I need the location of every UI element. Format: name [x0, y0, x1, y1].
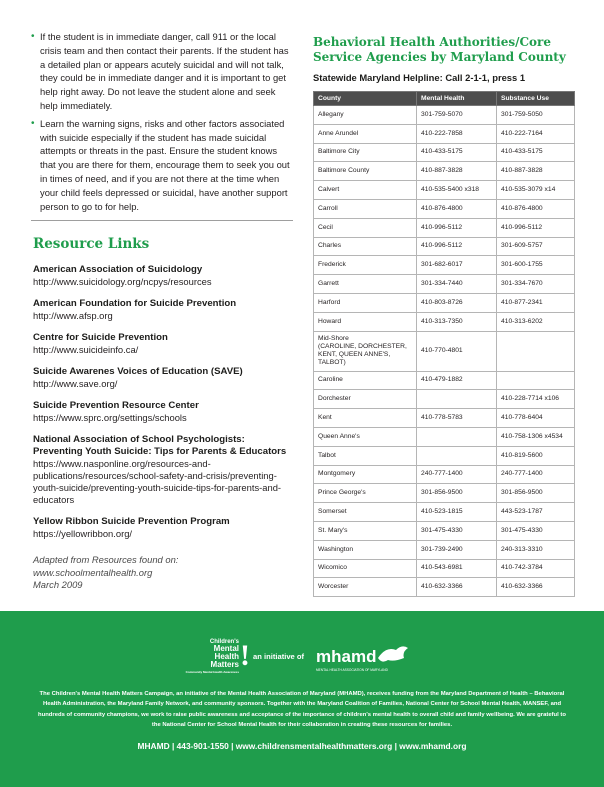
table-row — [314, 540, 575, 559]
adapted-note — [33, 554, 291, 591]
initiative-text: an initiative of — [253, 652, 305, 661]
mental-health-cell: 410-778-5783 — [417, 409, 497, 428]
resource-list — [33, 264, 291, 540]
left-column — [33, 30, 291, 591]
mental-health-cell: 301-475-4330 — [417, 521, 497, 540]
resource-item — [33, 264, 291, 288]
county-cell: Cecil — [314, 218, 417, 237]
substance-use-cell — [497, 371, 575, 390]
substance-use-cell: 410-819-5600 — [497, 446, 575, 465]
county-table — [313, 91, 575, 597]
table-row — [314, 521, 575, 540]
table-row — [314, 181, 575, 200]
mental-health-cell — [417, 427, 497, 446]
mental-health-cell: 410-222-7858 — [417, 124, 497, 143]
county-cell: Prince George's — [314, 484, 417, 503]
county-cell: Talbot — [314, 446, 417, 465]
svg-text:Community Mental Health Awaren: Community Mental Health Awareness — [185, 670, 239, 674]
advice-item: • Learn the warning signs, risks and other factors associated with suicide especially if the student has made suicidal attempts or threats in the past. Ensure the student knows that you are there for them, encourage them to seek you out in times of need, and if you are not there at the time when your child feels depressed or suicidal, have another support person to go to for help. — [33, 117, 291, 214]
table-row — [314, 143, 575, 162]
mental-health-cell: 410-803-8726 — [417, 293, 497, 312]
mental-health-cell: 410-543-6981 — [417, 559, 497, 578]
substance-use-cell: 410-222-7164 — [497, 124, 575, 143]
mental-health-cell: 301-739-2490 — [417, 540, 497, 559]
resource-item — [33, 332, 291, 356]
table-row — [314, 106, 575, 125]
county-cell: Worcester — [314, 578, 417, 597]
mental-health-cell: 410-523-1815 — [417, 503, 497, 522]
table-row — [314, 162, 575, 181]
right-column — [313, 35, 575, 597]
county-cell: Allegany — [314, 106, 417, 125]
table-row — [314, 465, 575, 484]
adapted-url[interactable]: www.schoolmentalhealth.org — [33, 566, 153, 578]
childrens-mental-health-matters-logo — [185, 633, 251, 683]
table-row — [314, 578, 575, 597]
substance-use-cell: 301-475-4330 — [497, 521, 575, 540]
mhamd-logo — [316, 638, 413, 678]
mental-health-cell: 301-334-7440 — [417, 275, 497, 294]
substance-use-cell: 410-228-7714 x106 — [497, 390, 575, 409]
agencies-title-line: Behavioral Health Authorities/Core — [313, 35, 551, 49]
mental-health-cell: 301-759-5070 — [417, 106, 497, 125]
table-header-row — [314, 92, 575, 106]
mental-health-cell: 410-887-3828 — [417, 162, 497, 181]
mental-health-cell: 410-433-5175 — [417, 143, 497, 162]
substance-use-cell: 410-887-3828 — [497, 162, 575, 181]
county-cell: Montgomery — [314, 465, 417, 484]
table-row — [314, 331, 575, 371]
table-row — [314, 275, 575, 294]
table-row — [314, 559, 575, 578]
table-row — [314, 218, 575, 237]
resource-name: Centre for Suicide Prevention — [33, 332, 168, 344]
county-cell: Anne Arundel — [314, 124, 417, 143]
mental-health-cell: 410-876-4800 — [417, 199, 497, 218]
substance-use-cell: 301-759-5050 — [497, 106, 575, 125]
resource-link[interactable]: https://www.nasponline.org/resources-and-publications/resources/school-safety-and-crisis/preventing-youth-suicide/preventing-youth-suicide-tips-for-parents-and-educators — [33, 458, 282, 506]
county-cell: Caroline — [314, 371, 417, 390]
substance-use-cell: 301-600-1755 — [497, 256, 575, 275]
adapted-line: Adapted from Resources found on: — [33, 554, 179, 566]
table-row — [314, 124, 575, 143]
substance-use-cell: 410-876-4800 — [497, 199, 575, 218]
svg-text:Children's: Children's — [209, 639, 239, 645]
resource-link[interactable]: http://www.suicideinfo.ca/ — [33, 344, 139, 356]
table-row — [314, 371, 575, 390]
substance-use-cell: 240-313-3310 — [497, 540, 575, 559]
county-cell: Howard — [314, 312, 417, 331]
county-cell: Charles — [314, 237, 417, 256]
county-cell: Wicomico — [314, 559, 417, 578]
resource-link[interactable]: http://www.save.org/ — [33, 378, 118, 390]
substance-use-cell: 410-877-2341 — [497, 293, 575, 312]
agencies-title-line: Service Agencies by Maryland County — [313, 50, 566, 64]
mental-health-cell: 410-770-4801 — [417, 331, 497, 371]
table-row — [314, 427, 575, 446]
county-cell: Baltimore City — [314, 143, 417, 162]
divider — [31, 220, 293, 221]
county-cell: Calvert — [314, 181, 417, 200]
table-row — [314, 293, 575, 312]
col-header-county: County — [314, 92, 417, 106]
resource-name: American Foundation for Suicide Prevention — [33, 298, 237, 310]
substance-use-cell: 410-535-3079 x14 — [497, 181, 575, 200]
resource-link[interactable]: https://yellowribbon.org/ — [33, 528, 133, 540]
table-row — [314, 409, 575, 428]
mental-health-cell: 240-777-1400 — [417, 465, 497, 484]
col-header-substance-use: Substance Use — [497, 92, 575, 106]
substance-use-cell: 410-758-1306 x4534 — [497, 427, 575, 446]
county-cell: Washington — [314, 540, 417, 559]
table-row — [314, 503, 575, 522]
resource-link[interactable]: http://www.afsp.org — [33, 310, 113, 322]
svg-text:Mental: Mental — [213, 644, 239, 653]
logo-bar — [185, 633, 413, 683]
resource-name: Yellow Ribbon Suicide Prevention Program — [33, 516, 230, 528]
substance-use-cell: 301-609-5757 — [497, 237, 575, 256]
table-row — [314, 484, 575, 503]
resource-link[interactable]: http://www.suicidology.org/ncpys/resources — [33, 276, 212, 288]
helpline: Statewide Maryland Helpline: Call 2-1-1, press 1 — [313, 72, 526, 83]
mental-health-cell — [417, 446, 497, 465]
county-cell: Kent — [314, 409, 417, 428]
substance-use-cell: 410-778-6404 — [497, 409, 575, 428]
substance-use-cell: 443-523-1787 — [497, 503, 575, 522]
substance-use-cell: 301-856-9500 — [497, 484, 575, 503]
substance-use-cell: 410-742-3784 — [497, 559, 575, 578]
svg-text:Matters: Matters — [210, 660, 239, 669]
resource-link[interactable]: https://www.sprc.org/settings/schools — [33, 412, 187, 424]
county-cell: St. Mary's — [314, 521, 417, 540]
table-row — [314, 390, 575, 409]
county-cell: Mid-Shore (CAROLINE, DORCHESTER, KENT, QUEEN ANNE'S, TALBOT) — [314, 331, 417, 371]
resource-item — [33, 434, 291, 506]
county-cell: Frederick — [314, 256, 417, 275]
county-cell: Somerset — [314, 503, 417, 522]
table-row — [314, 446, 575, 465]
footer — [0, 611, 604, 787]
mental-health-cell: 301-682-6017 — [417, 256, 497, 275]
col-header-mental-health: Mental Health — [417, 92, 497, 106]
substance-use-cell: 410-433-5175 — [497, 143, 575, 162]
table-row — [314, 199, 575, 218]
substance-use-cell: 240-777-1400 — [497, 465, 575, 484]
footer-description: The Children's Mental Health Matters Campaign, an initiative of the Mental Health Association of Maryland (MHAMD), receives funding from the Maryland Department of Health – Behavioral Health Administration, the Maryland Family Network, and community sponsors. Together with the Maryland Coalition of Families, National Center for School Mental Health, MANSEF, and hundreds of community champions, we work to raise public awareness and acceptance of the importance of children's mental health to overall child and family wellbeing. We are grateful to the National Center for School Mental Health for their collaboration in creating these resources for families. — [38, 691, 566, 728]
county-cell: Carroll — [314, 199, 417, 218]
table-row — [314, 237, 575, 256]
mental-health-cell: 410-996-5112 — [417, 218, 497, 237]
resource-item — [33, 516, 291, 540]
table-row — [314, 312, 575, 331]
svg-text:Health: Health — [214, 652, 239, 661]
resource-name: American Association of Suicidology — [33, 264, 203, 276]
substance-use-cell: 410-632-3366 — [497, 578, 575, 597]
resource-name: Suicide Awarenes Voices of Education (SAVE) — [33, 366, 243, 378]
mental-health-cell: 410-535-5400 x318 — [417, 181, 497, 200]
advice-item: • If the student is in immediate danger, call 911 or the local crisis team and then contact their parents. If the student has a detailed plan or appears acutely suicidal and will not talk, they could be in immediate danger and it is important to get help right away. Do not leave the student alone and seek help immediately. — [33, 30, 291, 113]
resource-name: Suicide Prevention Resource Center — [33, 400, 199, 412]
mental-health-cell — [417, 390, 497, 409]
mental-health-cell: 410-996-5112 — [417, 237, 497, 256]
resource-links-heading: Resource Links — [33, 236, 150, 253]
substance-use-cell — [497, 331, 575, 371]
county-cell: Queen Anne's — [314, 427, 417, 446]
advice-list — [33, 30, 291, 213]
substance-use-cell: 301-334-7670 — [497, 275, 575, 294]
resource-item — [33, 298, 291, 322]
substance-use-cell: 410-996-5112 — [497, 218, 575, 237]
resource-item — [33, 366, 291, 390]
mental-health-cell: 410-479-1882 — [417, 371, 497, 390]
svg-text:MENTAL HEALTH ASSOCIATION OF M: MENTAL HEALTH ASSOCIATION OF MARYLAND — [316, 668, 388, 672]
resource-name: National Association of School Psychologists: Preventing Youth Suicide: Tips for Parents & Educators — [33, 434, 287, 458]
svg-text:mhamd: mhamd — [316, 647, 377, 666]
footer-contact[interactable]: MHAMD | 443-901-1550 | www.childrensmentalhealthmatters.org | www.mhamd.org — [137, 741, 467, 751]
county-cell: Harford — [314, 293, 417, 312]
table-row — [314, 256, 575, 275]
substance-use-cell: 410-313-6202 — [497, 312, 575, 331]
mental-health-cell: 301-856-9500 — [417, 484, 497, 503]
county-cell: Garrett — [314, 275, 417, 294]
resource-item — [33, 400, 291, 424]
county-cell: Baltimore County — [314, 162, 417, 181]
adapted-date: March 2009 — [33, 578, 83, 590]
county-cell: Dorchester — [314, 390, 417, 409]
table-body — [314, 106, 575, 597]
mental-health-cell: 410-632-3366 — [417, 578, 497, 597]
agencies-title — [313, 35, 575, 65]
mental-health-cell: 410-313-7350 — [417, 312, 497, 331]
svg-text:!: ! — [240, 639, 250, 672]
